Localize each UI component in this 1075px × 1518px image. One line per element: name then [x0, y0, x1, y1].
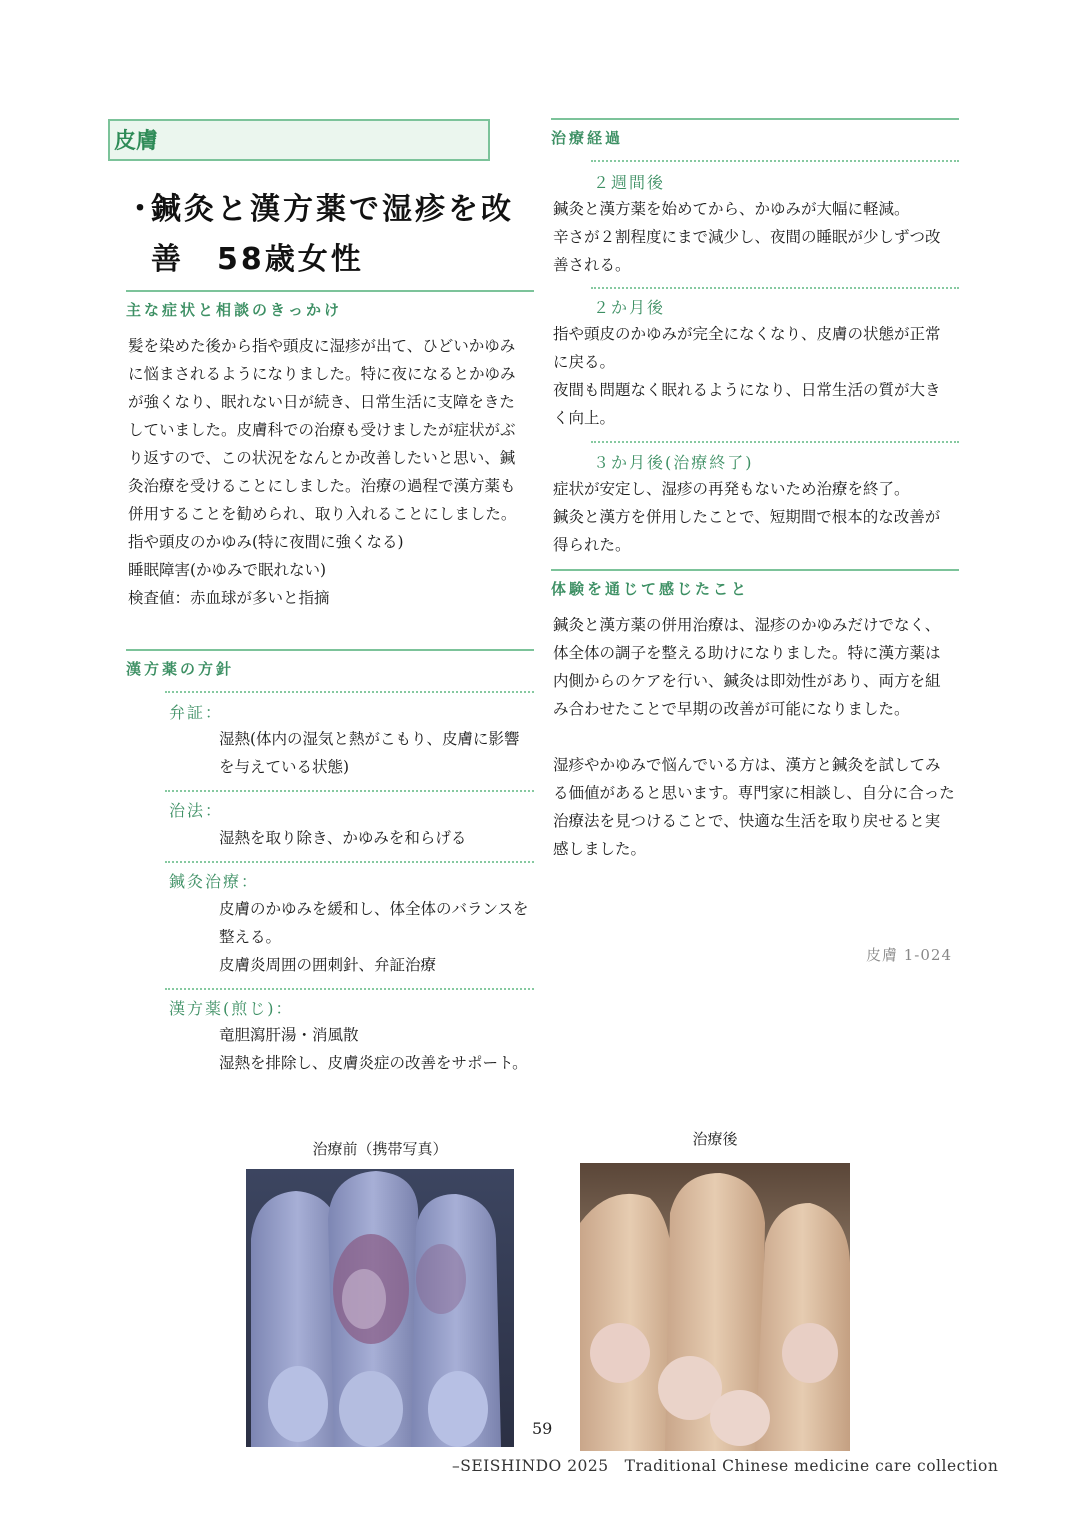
policy-line: 皮膚炎周囲の囲刺針、弁証治療: [219, 956, 437, 974]
category-label: 皮膚: [108, 119, 490, 161]
title-bullet: ・: [125, 192, 158, 227]
divider: [165, 691, 534, 693]
page-number: 59: [532, 1419, 553, 1438]
divider: [591, 441, 959, 443]
case-reference: 皮膚 1-024: [866, 946, 953, 964]
symptoms-body: [128, 332, 530, 612]
policy-line: 竜胆瀉肝湯・消風散: [219, 1026, 359, 1044]
symptoms-paragraph: 髪を染めた後から指や頭皮に湿疹が出て、ひどいかゆみに悩まされるようになりました。特に夜になるとかゆみが強くなり、眠れない日が続き、日常生活に支障をきたしていました。皮膚科での治療も受けましたが症状がぶり返すので、この状況をなんとか改善したいと思い、鍼灸治療を受けることにしました。治療の過程で漢方薬も併用することを勧められ、取り入れることにしました。: [128, 337, 517, 523]
policy-label-method: 治法：: [169, 801, 224, 820]
experience-heading: 体験を通じて感じたこと: [551, 569, 959, 603]
policy-text-diagnosis: [219, 725, 531, 781]
progress-label-2months: ２か月後: [593, 298, 666, 317]
policy-label-herbal: 漢方薬(煎じ)：: [169, 999, 294, 1018]
article-title: [125, 185, 525, 285]
progress-line: 指や頭皮のかゆみが完全になくなり、皮膚の状態が正常に戻る。: [553, 325, 941, 371]
progress-text-3months: [553, 475, 955, 559]
progress-label-3months: ３か月後(治療終了): [593, 453, 754, 472]
policy-text-method: [219, 824, 531, 852]
after-treatment-photo: [580, 1163, 850, 1451]
policy-line: 湿熱を取り除き、かゆみを和らげる: [219, 829, 467, 847]
symptom-item: 睡眠障害(かゆみで眠れない): [128, 561, 327, 579]
experience-paragraph: 鍼灸と漢方薬の併用治療は、湿疹のかゆみだけでなく、体全体の調子を整える助けになりました。特に漢方薬は内側からのケアを行い、鍼灸は即効性があり、両方を組み合わせたことで早期の改善が可能になりました。: [553, 616, 941, 718]
progress-line: 辛さが２割程度にまで減少し、夜間の睡眠が少しずつ改善される。: [553, 228, 941, 274]
progress-heading: 治療経過: [551, 118, 959, 152]
policy-line: 湿熱を排除し、皮膚炎症の改善をサポート。: [219, 1054, 528, 1072]
progress-line: 症状が安定し、湿疹の再発もないため治療を終了。: [553, 480, 910, 498]
progress-label-2weeks: ２週間後: [593, 173, 666, 192]
footer-text: –SEISHINDO 2025 Traditional Chinese medicine care collection: [452, 1457, 999, 1475]
divider: [165, 988, 534, 990]
policy-heading: 漢方薬の方針: [126, 649, 534, 683]
policy-text-acupuncture: [219, 895, 531, 979]
before-caption: 治療前（携帯写真）: [312, 1140, 448, 1158]
title-text: 鍼灸と漢方薬で湿疹を改善 58歳女性: [151, 192, 514, 277]
before-treatment-photo: [246, 1169, 514, 1447]
divider: [591, 287, 959, 289]
divider: [165, 790, 534, 792]
divider: [165, 861, 534, 863]
progress-text-2weeks: [553, 195, 955, 279]
policy-label-diagnosis: 弁証：: [169, 703, 224, 722]
experience-paragraph: 湿疹やかゆみで悩んでいる方は、漢方と鍼灸を試してみる価値があると思います。専門家に相談し、自分に合った治療法を見つけることで、快適な生活を取り戻せると実感しました。: [553, 756, 955, 858]
progress-line: 夜間も問題なく眠れるようになり、日常生活の質が大きく向上。: [553, 381, 941, 427]
policy-line: 皮膚のかゆみを緩和し、体全体のバランスを整える。: [219, 900, 529, 946]
policy-label-acupuncture: 鍼灸治療：: [169, 872, 260, 891]
progress-text-2months: [553, 320, 955, 432]
progress-line: 鍼灸と漢方薬を始めてから、かゆみが大幅に軽減。: [553, 200, 910, 218]
symptom-item: 指や頭皮のかゆみ(特に夜間に強くなる): [128, 533, 404, 551]
symptoms-heading: 主な症状と相談のきっかけ: [126, 290, 534, 324]
after-caption: 治療後: [692, 1130, 738, 1148]
progress-line: 鍼灸と漢方を併用したことで、短期間で根本的な改善が得られた。: [553, 508, 941, 554]
policy-text-herbal: [219, 1021, 531, 1077]
divider: [591, 160, 959, 162]
experience-body: [553, 611, 955, 863]
symptom-item: 検査値：赤血球が多いと指摘: [128, 589, 330, 607]
policy-line: 湿熱(体内の湿気と熱がこもり、皮膚に影響を与えている状態): [219, 730, 520, 776]
